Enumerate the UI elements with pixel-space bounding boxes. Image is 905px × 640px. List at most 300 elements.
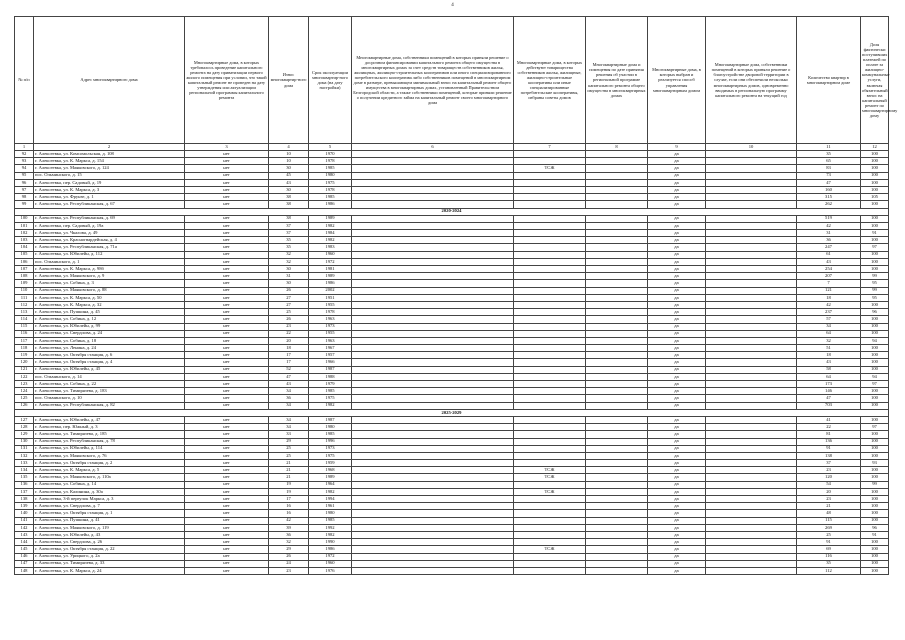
year-cell: 1973: [309, 323, 352, 330]
management-cell: да: [648, 323, 706, 330]
year-cell: 1989: [309, 273, 352, 280]
address-cell: г. Алексеевка, ул. К. Маркса, д. 154: [34, 158, 185, 165]
participation-date-cell: [586, 373, 648, 380]
row-number-cell: 145: [15, 546, 34, 553]
participation-date-cell: [586, 316, 648, 323]
privatization-repair-cell: нет: [185, 165, 269, 172]
participation-date-cell: [586, 560, 648, 567]
year-cell: 1975: [309, 179, 352, 186]
address-cell: г. Алексеевка, ул. Республиканская, д. 69: [34, 215, 185, 222]
hoa-cell: [514, 215, 586, 222]
wear-cell: 32: [269, 539, 309, 546]
early-financing-cell: [352, 172, 514, 179]
address-cell: г. Алексеевка, ул. Маяковского, д. 110а: [34, 474, 185, 481]
payment-share-cell: 100: [861, 237, 889, 244]
early-financing-cell: [352, 452, 514, 459]
row-number-cell: 133: [15, 460, 34, 467]
yard-improvement-cell: [706, 431, 797, 438]
participation-date-cell: [586, 431, 648, 438]
privatization-repair-cell: нет: [185, 352, 269, 359]
apartments-count-cell: 42: [797, 301, 861, 308]
table-row: [15, 567, 889, 574]
row-number-cell: 93: [15, 158, 34, 165]
table-row: [15, 359, 889, 366]
participation-date-cell: [586, 517, 648, 524]
payment-share-cell: 100: [861, 445, 889, 452]
table-row: [15, 546, 889, 553]
hoa-cell: [514, 560, 586, 567]
wear-cell: 32: [269, 251, 309, 258]
hoa-cell: [514, 402, 586, 409]
year-cell: 1951: [309, 294, 352, 301]
hoa-cell: [514, 496, 586, 503]
wear-cell: 26: [269, 316, 309, 323]
address-cell: пос. Ольминского, д. 15: [34, 172, 185, 179]
payment-share-cell: 100: [861, 560, 889, 567]
hoa-cell: [514, 186, 586, 193]
address-cell: г. Алексеевка, ул. Маяковского, д. 9: [34, 273, 185, 280]
management-cell: да: [648, 230, 706, 237]
payment-share-cell: 100: [861, 352, 889, 359]
payment-share-cell: 100: [861, 151, 889, 158]
table-row: [15, 194, 889, 201]
participation-date-cell: [586, 424, 648, 431]
early-financing-cell: [352, 280, 514, 287]
wear-cell: 23: [269, 567, 309, 574]
management-cell: да: [648, 366, 706, 373]
year-cell: 1982: [309, 237, 352, 244]
address-cell: г. Алексеевка, ул. К. Маркса, д. 24: [34, 567, 185, 574]
payment-share-cell: 100: [861, 330, 889, 337]
table-row: [15, 280, 889, 287]
payment-share-cell: 100: [861, 366, 889, 373]
header-cell: Многоквартирные дома и помещения по дате принятия решения об участии в региональной программе капитального ремонта общего имущества в многоквартирных домах: [586, 17, 648, 144]
apartments-count-cell: 47: [797, 179, 861, 186]
yard-improvement-cell: [706, 474, 797, 481]
year-cell: 1987: [309, 416, 352, 423]
management-cell: да: [648, 560, 706, 567]
privatization-repair-cell: нет: [185, 381, 269, 388]
wear-cell: 29: [269, 546, 309, 553]
yard-improvement-cell: [706, 345, 797, 352]
column-number: 5: [309, 144, 352, 151]
apartments-count-cell: 138: [797, 452, 861, 459]
payment-share-cell: 91: [861, 531, 889, 538]
hoa-cell: [514, 273, 586, 280]
column-number-row: [15, 144, 889, 151]
hoa-cell: [514, 381, 586, 388]
participation-date-cell: [586, 337, 648, 344]
row-number-cell: 107: [15, 266, 34, 273]
payment-share-cell: 100: [861, 553, 889, 560]
table-row: [15, 388, 889, 395]
apartments-count-cell: 207: [797, 273, 861, 280]
apartments-count-cell: 43: [797, 258, 861, 265]
participation-date-cell: [586, 524, 648, 531]
yard-improvement-cell: [706, 266, 797, 273]
participation-date-cell: [586, 158, 648, 165]
yard-improvement-cell: [706, 337, 797, 344]
wear-cell: 36: [269, 395, 309, 402]
address-cell: г. Алексеевка, ул. Пушкина, д. 41: [34, 517, 185, 524]
address-cell: г. Алексеевка, ул. К. Маркса, д. 50: [34, 294, 185, 301]
address-cell: г. Алексеевка, ул. Октября станция, д. 22: [34, 546, 185, 553]
header-cell: Многоквартирные дома, собственники помещений в которых приняли решение о досрочном финансировании капитального ремонта общего имущества в многоквартирных домах за счет средств товариществ собственников жилья, жилищных, жилищно-строительных кооперативов или иного специализированного потребительского кооператива либо собственников помещений в многоквартирном доме в размере, превышающем минимальный взнос на капитальный ремонт общего имущества в многоквартирных домах, установленный Правительством Белгородской области, а также собственники помещений, которые приняли решение о получении кредитного займа на капитальный ремонт своего многоквартирного дома: [352, 17, 514, 144]
table-row: [15, 445, 889, 452]
apartments-count-cell: 47: [797, 395, 861, 402]
column-number: 8: [586, 144, 648, 151]
yard-improvement-cell: [706, 488, 797, 495]
year-cell: 1978: [309, 186, 352, 193]
payment-share-cell: 100: [861, 179, 889, 186]
hoa-cell: [514, 309, 586, 316]
year-cell: 1975: [309, 395, 352, 402]
wear-cell: 30: [269, 280, 309, 287]
participation-date-cell: [586, 330, 648, 337]
year-cell: 1980: [309, 172, 352, 179]
participation-date-cell: [586, 352, 648, 359]
management-cell: да: [648, 431, 706, 438]
table-row: [15, 481, 889, 488]
privatization-repair-cell: нет: [185, 452, 269, 459]
payment-share-cell: 100: [861, 158, 889, 165]
apartments-count-cell: 73: [797, 172, 861, 179]
hoa-cell: [514, 266, 586, 273]
table-row: [15, 273, 889, 280]
apartments-count-cell: 254: [797, 266, 861, 273]
table-row: [15, 424, 889, 431]
address-cell: г. Алексеевка, ул. Юбилейн, д. 45: [34, 366, 185, 373]
period-section-row: [15, 208, 889, 215]
row-number-cell: 113: [15, 309, 34, 316]
table-row: [15, 474, 889, 481]
yard-improvement-cell: [706, 467, 797, 474]
table-row: [15, 402, 889, 409]
hoa-cell: ТСЖ: [514, 474, 586, 481]
participation-date-cell: [586, 395, 648, 402]
table-row: [15, 316, 889, 323]
yard-improvement-cell: [706, 524, 797, 531]
table-row: [15, 258, 889, 265]
privatization-repair-cell: нет: [185, 424, 269, 431]
hoa-cell: [514, 230, 586, 237]
wear-cell: 39: [269, 524, 309, 531]
payment-share-cell: 100: [861, 431, 889, 438]
payment-share-cell: 91: [861, 230, 889, 237]
year-cell: 1981: [309, 266, 352, 273]
management-cell: да: [648, 186, 706, 193]
privatization-repair-cell: нет: [185, 345, 269, 352]
participation-date-cell: [586, 553, 648, 560]
early-financing-cell: [352, 309, 514, 316]
privatization-repair-cell: нет: [185, 503, 269, 510]
early-financing-cell: [352, 230, 514, 237]
wear-cell: 47: [269, 373, 309, 380]
header-cell: Многоквартирные дома, в которых требовалось проведение капитального ремонта на дату приватизации первого жилого помещения при условии, что такой капитальный ремонт не проведен на дату утверждения или актуализации региональной программы капитального ремонта: [185, 17, 269, 144]
hoa-cell: [514, 517, 586, 524]
row-number-cell: 118: [15, 345, 34, 352]
column-number: 7: [514, 144, 586, 151]
yard-improvement-cell: [706, 373, 797, 380]
row-number-cell: 140: [15, 510, 34, 517]
table-row: [15, 352, 889, 359]
privatization-repair-cell: нет: [185, 553, 269, 560]
address-cell: г. Алексеевка, ул. Маяковского, д. 119: [34, 524, 185, 531]
year-cell: 1982: [309, 222, 352, 229]
privatization-repair-cell: нет: [185, 179, 269, 186]
wear-cell: 38: [269, 194, 309, 201]
management-cell: да: [648, 373, 706, 380]
payment-share-cell: 99: [861, 481, 889, 488]
payment-share-cell: 97: [861, 244, 889, 251]
row-number-cell: 146: [15, 553, 34, 560]
privatization-repair-cell: нет: [185, 151, 269, 158]
row-number-cell: 147: [15, 560, 34, 567]
management-cell: да: [648, 266, 706, 273]
table-row: [15, 416, 889, 423]
apartments-count-cell: 519: [797, 215, 861, 222]
year-cell: 1979: [309, 381, 352, 388]
header-cell: Срок эксплуатации многоквартир-ного дома (на дату настройки): [309, 17, 352, 144]
year-cell: 1989: [309, 215, 352, 222]
hoa-cell: [514, 373, 586, 380]
hoa-cell: [514, 567, 586, 574]
column-number: 9: [648, 144, 706, 151]
management-cell: да: [648, 172, 706, 179]
row-number-cell: 115: [15, 323, 34, 330]
payment-share-cell: 99: [861, 287, 889, 294]
table-row: [15, 531, 889, 538]
row-number-cell: 136: [15, 481, 34, 488]
early-financing-cell: [352, 345, 514, 352]
year-cell: 1982: [309, 402, 352, 409]
row-number-cell: 104: [15, 244, 34, 251]
yard-improvement-cell: [706, 215, 797, 222]
header-cell: Адрес многоквартирного дома: [34, 17, 185, 144]
wear-cell: 36: [269, 531, 309, 538]
apartments-count-cell: 91: [797, 445, 861, 452]
management-cell: да: [648, 402, 706, 409]
privatization-repair-cell: нет: [185, 388, 269, 395]
apartments-count-cell: 69: [797, 546, 861, 553]
apartments-count-cell: 31: [797, 230, 861, 237]
privatization-repair-cell: нет: [185, 416, 269, 423]
participation-date-cell: [586, 237, 648, 244]
address-cell: г. Алексеевка, ул. Комсомольская, д. 108: [34, 151, 185, 158]
hoa-cell: [514, 201, 586, 208]
table-row: [15, 381, 889, 388]
table-row: [15, 431, 889, 438]
apartments-count-cell: 58: [797, 366, 861, 373]
privatization-repair-cell: нет: [185, 395, 269, 402]
early-financing-cell: [352, 237, 514, 244]
table-row: [15, 294, 889, 301]
participation-date-cell: [586, 186, 648, 193]
table-row: [15, 309, 889, 316]
early-financing-cell: [352, 496, 514, 503]
payment-share-cell: 100: [861, 359, 889, 366]
early-financing-cell: [352, 416, 514, 423]
wear-cell: 10: [269, 158, 309, 165]
participation-date-cell: [586, 496, 648, 503]
row-number-cell: 128: [15, 424, 34, 431]
hoa-cell: [514, 323, 586, 330]
management-cell: да: [648, 309, 706, 316]
address-cell: г. Алексеевка, ул. Маяковского, д. 76: [34, 452, 185, 459]
privatization-repair-cell: нет: [185, 531, 269, 538]
early-financing-cell: [352, 294, 514, 301]
year-cell: 1985: [309, 388, 352, 395]
yard-improvement-cell: [706, 287, 797, 294]
wear-cell: 34: [269, 424, 309, 431]
hoa-cell: [514, 172, 586, 179]
payment-share-cell: 97: [861, 381, 889, 388]
participation-date-cell: [586, 301, 648, 308]
management-cell: да: [648, 381, 706, 388]
apartments-count-cell: 64: [797, 373, 861, 380]
management-cell: да: [648, 158, 706, 165]
wear-cell: 30: [269, 266, 309, 273]
management-cell: да: [648, 201, 706, 208]
row-number-cell: 132: [15, 452, 34, 459]
payment-share-cell: 100: [861, 395, 889, 402]
apartments-count-cell: 20: [797, 488, 861, 495]
apartments-count-cell: 112: [797, 567, 861, 574]
yard-improvement-cell: [706, 452, 797, 459]
privatization-repair-cell: нет: [185, 273, 269, 280]
year-cell: 1992: [309, 524, 352, 531]
year-cell: 1994: [309, 496, 352, 503]
wear-cell: 26: [269, 287, 309, 294]
address-cell: г. Алексеевка, ул. Собина, д. 12: [34, 316, 185, 323]
address-cell: г. Алексеевка, ул. Юбилейн, д. 43: [34, 531, 185, 538]
year-cell: 1963: [309, 337, 352, 344]
early-financing-cell: [352, 553, 514, 560]
address-cell: пос. Ольминского, д. 1: [34, 258, 185, 265]
yard-improvement-cell: [706, 179, 797, 186]
table-row: [15, 323, 889, 330]
yard-improvement-cell: [706, 366, 797, 373]
management-cell: да: [648, 416, 706, 423]
hoa-cell: [514, 445, 586, 452]
address-cell: г. Алексеевка, ул. К. Маркса, д. 3: [34, 186, 185, 193]
early-financing-cell: [352, 244, 514, 251]
table-row: [15, 237, 889, 244]
apartments-count-cell: 269: [797, 524, 861, 531]
address-cell: г. Алексеевка, ул. Маяковского, д. 88: [34, 287, 185, 294]
payment-share-cell: 96: [861, 309, 889, 316]
participation-date-cell: [586, 345, 648, 352]
privatization-repair-cell: нет: [185, 222, 269, 229]
payment-share-cell: 100: [861, 546, 889, 553]
hoa-cell: [514, 431, 586, 438]
payment-share-cell: 100: [861, 215, 889, 222]
table-row: [15, 510, 889, 517]
management-cell: да: [648, 165, 706, 172]
year-cell: 1984: [309, 230, 352, 237]
address-cell: г. Алексеевка, ул. Тимирязева, д. 185: [34, 431, 185, 438]
management-cell: да: [648, 481, 706, 488]
yard-improvement-cell: [706, 251, 797, 258]
early-financing-cell: [352, 201, 514, 208]
hoa-cell: [514, 158, 586, 165]
address-cell: г. Алексеевка, ул. Фрунзе, д. 1: [34, 194, 185, 201]
early-financing-cell: [352, 222, 514, 229]
yard-improvement-cell: [706, 237, 797, 244]
row-number-cell: 123: [15, 381, 34, 388]
row-number-cell: 141: [15, 517, 34, 524]
early-financing-cell: [352, 287, 514, 294]
hoa-cell: ТСЖ: [514, 467, 586, 474]
table-row: [15, 438, 889, 445]
participation-date-cell: [586, 445, 648, 452]
payment-share-cell: 100: [861, 503, 889, 510]
row-number-cell: 126: [15, 402, 34, 409]
privatization-repair-cell: нет: [185, 445, 269, 452]
address-cell: г. Алексеевка, ул. Собина, д. 3: [34, 280, 185, 287]
participation-date-cell: [586, 222, 648, 229]
hoa-cell: [514, 539, 586, 546]
row-number-cell: 119: [15, 352, 34, 359]
privatization-repair-cell: нет: [185, 402, 269, 409]
privatization-repair-cell: нет: [185, 510, 269, 517]
management-cell: да: [648, 194, 706, 201]
hoa-cell: [514, 438, 586, 445]
table-row: [15, 496, 889, 503]
housing-register-table: [14, 16, 898, 575]
hoa-cell: ТСЖ: [514, 165, 586, 172]
table-row: [15, 337, 889, 344]
early-financing-cell: [352, 467, 514, 474]
row-number-cell: 139: [15, 503, 34, 510]
address-cell: г. Алексеевка, ул. Урицкого, д. 2а: [34, 553, 185, 560]
participation-date-cell: [586, 359, 648, 366]
payment-share-cell: 94: [861, 337, 889, 344]
management-cell: да: [648, 438, 706, 445]
row-number-cell: 103: [15, 237, 34, 244]
management-cell: да: [648, 316, 706, 323]
wear-cell: 25: [269, 445, 309, 452]
early-financing-cell: [352, 488, 514, 495]
privatization-repair-cell: нет: [185, 474, 269, 481]
wear-cell: 29: [269, 438, 309, 445]
privatization-repair-cell: нет: [185, 237, 269, 244]
wear-cell: 34: [269, 402, 309, 409]
participation-date-cell: [586, 151, 648, 158]
table-row: [15, 345, 889, 352]
year-cell: 1957: [309, 352, 352, 359]
participation-date-cell: [586, 438, 648, 445]
yard-improvement-cell: [706, 301, 797, 308]
apartments-count-cell: 23: [797, 496, 861, 503]
address-cell: г. Алексеевка, пер. Южный, д. 3: [34, 424, 185, 431]
address-cell: г. Алексеевка, пер. Садовый, д. 19: [34, 179, 185, 186]
management-cell: да: [648, 467, 706, 474]
row-number-cell: 92: [15, 151, 34, 158]
wear-cell: 45: [269, 172, 309, 179]
year-cell: 1996: [309, 438, 352, 445]
participation-date-cell: [586, 323, 648, 330]
address-cell: г. Алексеевка, 3-й переулок Маркса, д. 3: [34, 496, 185, 503]
table-row: [15, 172, 889, 179]
privatization-repair-cell: нет: [185, 373, 269, 380]
early-financing-cell: [352, 438, 514, 445]
management-cell: да: [648, 258, 706, 265]
apartments-count-cell: 120: [797, 474, 861, 481]
privatization-repair-cell: нет: [185, 294, 269, 301]
row-number-cell: 134: [15, 467, 34, 474]
management-cell: да: [648, 294, 706, 301]
